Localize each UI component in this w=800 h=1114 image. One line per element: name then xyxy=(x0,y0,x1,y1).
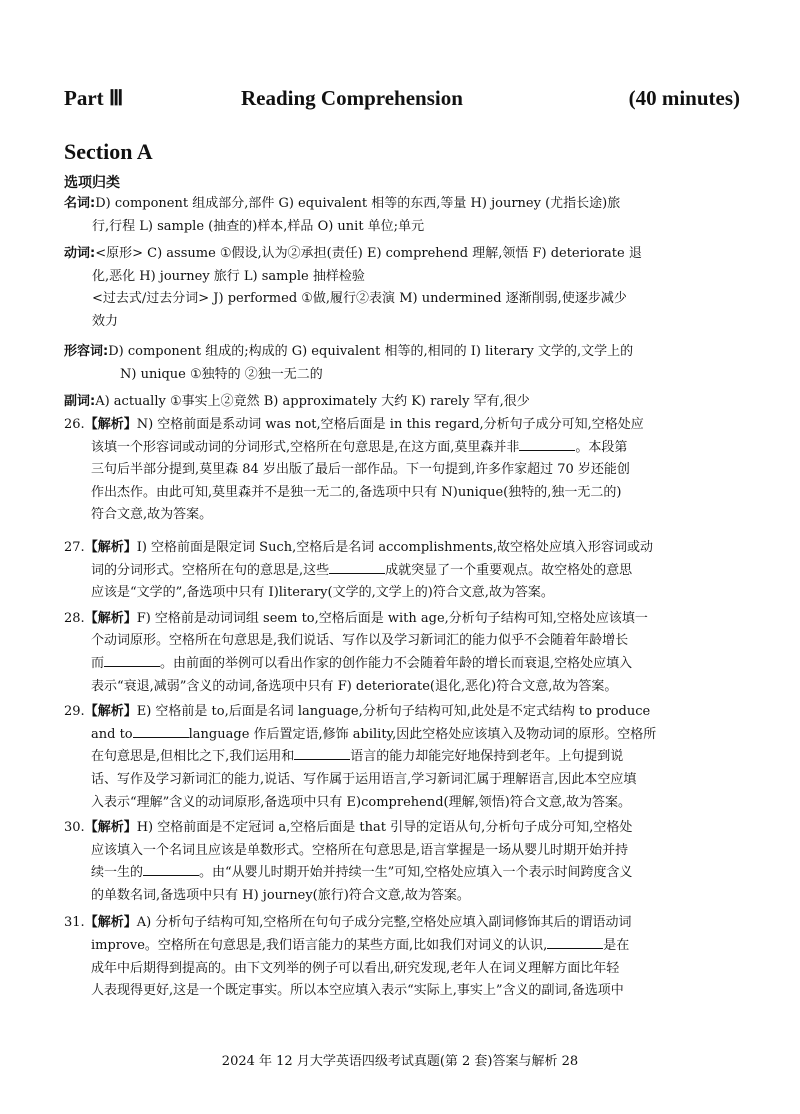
answer-line xyxy=(64,608,740,631)
answer-line xyxy=(64,537,740,560)
answer-line xyxy=(64,862,740,885)
category-line: 效力 xyxy=(92,313,119,329)
part-number: Part Ⅲ xyxy=(64,86,124,110)
category-line: 化,恶化 H) journey 旅行 L) sample 抽样检验 xyxy=(92,268,365,284)
line-text: 入表示“理解”含义的动词原形,备选项中只有 E)comprehend(理解,领悟)符合文意,故为答案。 xyxy=(91,794,631,810)
answer-line xyxy=(64,653,740,676)
answer-blank xyxy=(133,724,189,738)
answer-line xyxy=(64,437,740,460)
category-line: D) component 组成的;构成的 G) equivalent 相等的,相同的 I) literary 文学的,文学上的 xyxy=(108,344,634,359)
answer-items xyxy=(64,414,740,1003)
answer-line xyxy=(64,724,740,747)
answer-item xyxy=(64,537,740,605)
answer-blank xyxy=(329,560,385,574)
line-text: 。本段第 xyxy=(575,439,628,455)
line-text: 人表现得更好,这是一个既定事实。所以本空应填入表示“实际上,事实上”含义的副词,备选项中 xyxy=(91,983,624,999)
answer-item xyxy=(64,414,740,527)
category-line: 行,行程 L) sample (抽查的)样本,样品 O) unit 单位;单元 xyxy=(92,218,425,234)
analysis-tag: 【解析】 xyxy=(84,915,137,931)
answer-line xyxy=(64,935,740,958)
item-number: 30. xyxy=(64,820,85,836)
analysis-tag: 【解析】 xyxy=(84,610,137,626)
answer-line xyxy=(64,792,740,815)
item-number: 29. xyxy=(64,704,85,720)
category-label: 副词: xyxy=(64,394,96,409)
line-text: 续一生的 xyxy=(91,865,144,881)
answer-line xyxy=(64,482,740,505)
item-number: 28. xyxy=(64,610,85,626)
answer-line xyxy=(64,582,740,605)
line-text: A) 分析句子结构可知,空格所在句句子成分完整,空格处应填入副词修饰其后的谓语动词 xyxy=(136,915,632,931)
answer-line xyxy=(64,980,740,1003)
line-text: 表示“衰退,减弱”含义的动词,备选项中只有 F) deteriorate(退化,恶化)符合文意,故为答案。 xyxy=(91,678,618,694)
subheading: 选项归类 xyxy=(64,175,120,191)
line-text: 话、写作及学习新词汇的能力,说话、写作属于运用语言,学习新词汇属于理解语言,因此本空应填 xyxy=(91,771,637,787)
section-title: Section A xyxy=(64,139,153,164)
category-adv xyxy=(64,391,740,414)
line-text: 三句后半部分提到,莫里森 84 岁出版了最后一部作品。下一句提到,许多作家超过 70 岁还能创 xyxy=(91,462,630,478)
answer-line xyxy=(64,630,740,653)
answer-line xyxy=(64,414,740,437)
line-text: H) 空格前面是不定冠词 a,空格后面是 that 引导的定语从句,分析句子成分可知,空格处 xyxy=(136,820,633,836)
item-number: 27. xyxy=(64,539,85,555)
line-text: 。由前面的举例可以看出作家的创作能力不会随着年龄的增长而衰退,空格处应填入 xyxy=(160,655,633,671)
answer-item xyxy=(64,912,740,1002)
analysis-tag: 【解析】 xyxy=(84,417,137,432)
category-line: D) component 组成部分,部件 G) equivalent 相等的东西,等量 H) journey (尤指长途)旅 xyxy=(95,196,621,211)
line-text: E) 空格前是 to,后面是名词 language,分析句子结构可知,此处是不定式结构 to produce xyxy=(136,704,651,720)
line-text: 作出杰作。由此可知,莫里森并不是独一无二的,备选项中只有 N)unique(独特的,独一无二的) xyxy=(91,484,622,500)
answer-line xyxy=(64,746,740,769)
line-text: 成年中后期得到提高的。由下文列举的例子可以看出,研究发现,老年人在词义理解方面比年轻 xyxy=(91,960,620,976)
answer-item xyxy=(64,701,740,814)
category-noun xyxy=(64,193,740,238)
answer-blank xyxy=(104,653,160,667)
category-line: A) actually ①事实上②竟然 B) approximately 大约 K) rarely 罕有,很少 xyxy=(95,394,530,409)
line-text: and to xyxy=(91,726,133,742)
item-number: 26. xyxy=(64,417,85,432)
line-text: 而 xyxy=(91,655,105,671)
category-line: <过去式/过去分词> J) performed ①做,履行②表演 M) undermined 逐渐削弱,使逐步减少 xyxy=(92,291,627,307)
line-text: 符合文意,故为答案。 xyxy=(91,507,213,523)
page-footer: 2024 年 12 月大学英语四级考试真题(第 2 套)答案与解析 28 xyxy=(221,1054,579,1069)
analysis-tag: 【解析】 xyxy=(84,704,137,720)
answer-blank xyxy=(519,437,575,451)
analysis-tag: 【解析】 xyxy=(84,820,137,836)
line-text: 个动词原形。空格所在句意思是,我们说话、写作以及学习新词汇的能力似乎不会随着年龄增长 xyxy=(91,633,629,649)
line-text: 。由“从婴儿时期开始并持续一生”可知,空格处应填入一个表示时间跨度含义 xyxy=(199,865,633,881)
answer-line xyxy=(64,701,740,724)
answer-blank xyxy=(143,862,199,876)
answer-blank xyxy=(294,746,350,760)
answer-blank xyxy=(547,935,603,949)
line-text: 应该填入一个名词且应该是单数形式。空格所在句意思是,语言掌握是一场从婴儿时期开始并持 xyxy=(91,842,629,858)
category-line: <原形> C) assume ①假设,认为②承担(责任) E) comprehend 理解,领悟 F) deteriorate 退 xyxy=(95,246,642,261)
line-text: 该填一个形容词或动词的分词形式,空格所在句意思是,在这方面,莫里森并非 xyxy=(91,439,520,455)
answer-line xyxy=(64,885,740,908)
line-text: improve。空格所在句意思是,我们语言能力的某些方面,比如我们对词义的认识, xyxy=(91,938,548,954)
answer-item xyxy=(64,608,740,698)
category-verb xyxy=(64,243,740,333)
answer-line xyxy=(64,817,740,840)
part-header xyxy=(64,86,740,116)
line-text: 语言的能力却能完好地保持到老年。上句提到说 xyxy=(350,749,624,765)
line-text: N) 空格前面是系动词 was not,空格后面是 in this regard,分析句子成分可知,空格处应 xyxy=(136,417,644,432)
answer-line xyxy=(64,459,740,482)
answer-line xyxy=(64,560,740,583)
line-text: language 作后置定语,修饰 ability,因此空格处应该填入及物动词的原形。空格所 xyxy=(188,726,657,742)
line-text: F) 空格前是动词词组 seem to,空格后面是 with age,分析句子结构可知,空格处应该填一 xyxy=(136,610,648,626)
answer-line xyxy=(64,840,740,863)
line-text: 词的分词形式。空格所在句的意思是,这些 xyxy=(91,562,330,578)
part-title: Reading Comprehension xyxy=(241,86,463,110)
answer-line xyxy=(64,958,740,981)
part-time-limit: (40 minutes) xyxy=(628,86,740,110)
item-number: 31. xyxy=(64,915,85,931)
category-line: N) unique ①独特的 ②独一无二的 xyxy=(120,366,323,382)
category-label: 动词: xyxy=(64,246,96,261)
line-text: 在句意思是,但相比之下,我们运用和 xyxy=(91,749,295,765)
answer-line xyxy=(64,769,740,792)
category-adj xyxy=(64,341,740,386)
line-text: 成就突显了一个重要观点。故空格处的意思 xyxy=(385,562,633,578)
line-text: I) 空格前面是限定词 Such,空格后是名词 accomplishments,故空格处应填入形容词或动 xyxy=(136,539,653,555)
answer-line xyxy=(64,912,740,935)
line-text: 是在 xyxy=(603,938,630,954)
category-label: 名词: xyxy=(64,196,96,211)
line-text: 应该是“文学的”,备选项中只有 I)literary(文学的,文学上的)符合文意,故为答案。 xyxy=(91,585,554,601)
answer-line xyxy=(64,504,740,527)
category-label: 形容词: xyxy=(64,344,109,359)
line-text: 的单数名词,备选项中只有 H) journey(旅行)符合文意,故为答案。 xyxy=(91,887,470,903)
answer-item xyxy=(64,817,740,907)
analysis-tag: 【解析】 xyxy=(84,539,137,555)
answer-line xyxy=(64,676,740,699)
